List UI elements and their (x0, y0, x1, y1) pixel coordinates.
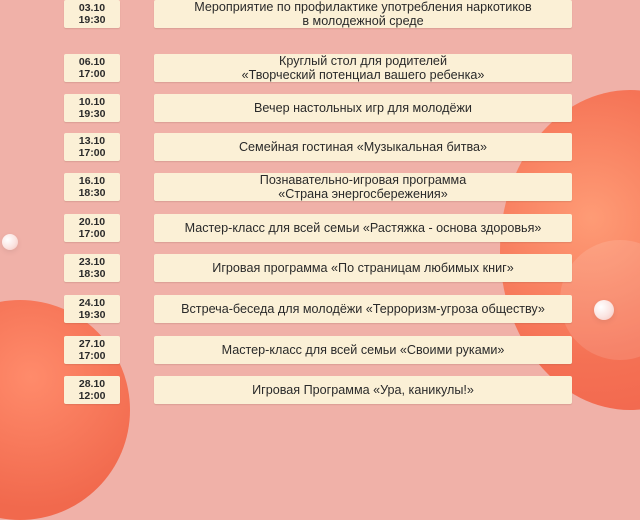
schedule-row (64, 295, 572, 323)
event-title (154, 133, 572, 161)
schedule-row (64, 254, 572, 282)
event-title (154, 214, 572, 242)
event-date-day: 03.10 (78, 2, 106, 14)
event-title-line1: Семейная гостиная «Музыкальная битва» (238, 140, 488, 154)
event-title-line1: Игровая программа «По страницам любимых книг» (212, 261, 514, 275)
schedule-row (64, 54, 572, 82)
event-date-time: 19:30 (78, 108, 106, 120)
event-title-line1: Игровая Программа «Ура, каникулы!» (252, 383, 474, 397)
event-date-time: 19:30 (78, 14, 106, 26)
event-title-line1: Мастер-класс для всей семьи «Своими руками» (221, 343, 505, 357)
schedule-row (64, 133, 572, 161)
event-date (64, 173, 120, 201)
event-date-time: 17:00 (78, 228, 106, 240)
event-title-line2: в молодежной среде (302, 14, 424, 28)
event-date (64, 94, 120, 122)
event-date-day: 16.10 (78, 175, 106, 187)
event-date-time: 17:00 (78, 147, 106, 159)
event-date (64, 295, 120, 323)
event-title-line1: Вечер настольных игр для молодёжи (254, 101, 472, 115)
schedule-row (64, 336, 572, 364)
event-title-line2: «Творческий потенциал вашего ребенка» (241, 68, 485, 82)
event-date-day: 13.10 (78, 135, 106, 147)
event-date-day: 27.10 (78, 338, 106, 350)
event-date-time: 18:30 (78, 268, 106, 280)
event-title-line1: Мероприятие по профилактике употребления наркотиков (194, 0, 532, 14)
event-date-time: 17:00 (78, 350, 106, 362)
schedule-row (64, 94, 572, 122)
event-title (154, 94, 572, 122)
event-date-day: 23.10 (78, 256, 106, 268)
decorative-bubble-left (2, 234, 18, 250)
event-date (64, 214, 120, 242)
schedule-row (64, 214, 572, 242)
decorative-blob-left (0, 300, 130, 520)
event-title-line1: Круглый стол для родителей (279, 54, 447, 68)
event-title-line1: Познавательно-игровая программа (259, 173, 467, 187)
event-date-time: 18:30 (78, 187, 106, 199)
event-date-day: 06.10 (78, 56, 106, 68)
event-title (154, 254, 572, 282)
event-date-day: 24.10 (78, 297, 106, 309)
event-date-time: 12:00 (78, 390, 106, 402)
event-title (154, 54, 572, 82)
event-title (154, 295, 572, 323)
event-title (154, 336, 572, 364)
schedule-row (64, 173, 572, 201)
event-title (154, 173, 572, 201)
decorative-bubble-right (594, 300, 614, 320)
event-date-day: 20.10 (78, 216, 106, 228)
event-title-line2: «Страна энергосбережения» (278, 187, 448, 201)
event-date-time: 17:00 (78, 68, 106, 80)
event-date (64, 133, 120, 161)
event-date (64, 336, 120, 364)
event-title-line1: Встреча-беседа для молодёжи «Терроризм-угроза обществу» (181, 302, 545, 316)
event-date-day: 10.10 (78, 96, 106, 108)
event-date (64, 54, 120, 82)
event-date (64, 0, 120, 28)
event-title-line1: Мастер-класс для всей семьи «Растяжка - основа здоровья» (184, 221, 542, 235)
event-date (64, 254, 120, 282)
event-title (154, 0, 572, 28)
schedule-row (64, 0, 572, 28)
event-date-day: 28.10 (78, 378, 106, 390)
event-date-time: 19:30 (78, 309, 106, 321)
